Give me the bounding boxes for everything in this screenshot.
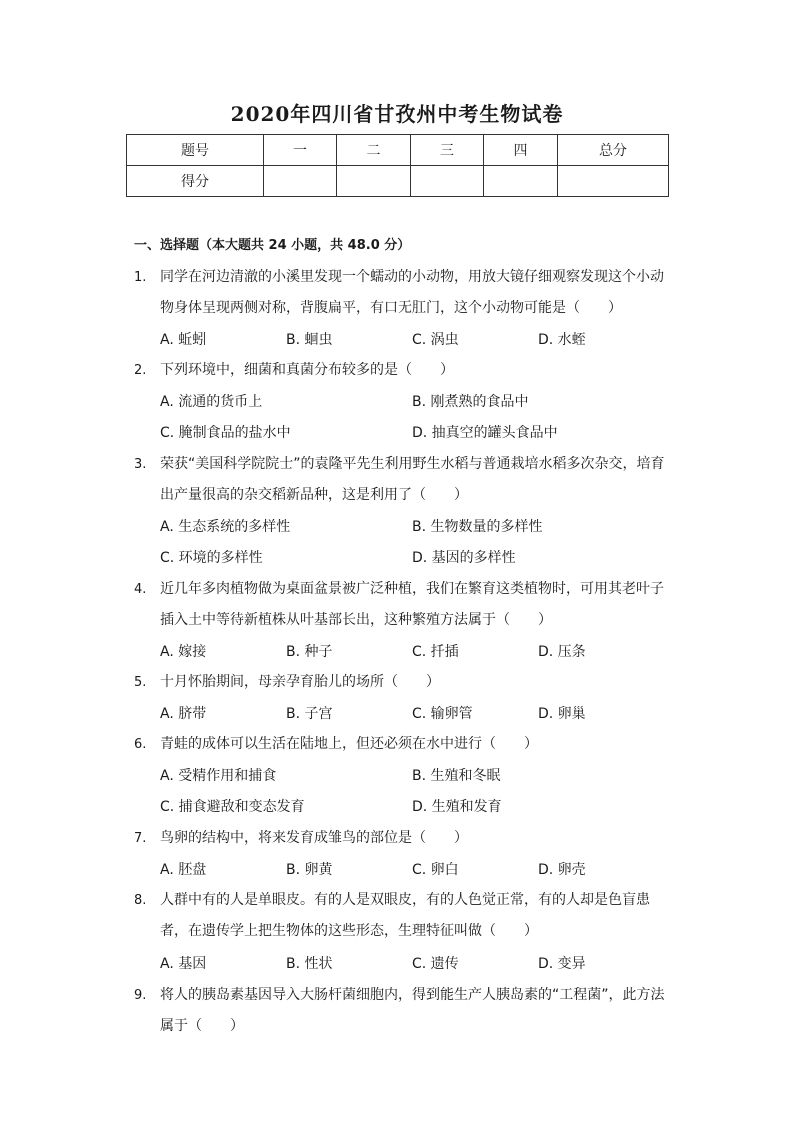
option-c[interactable]: C. 扦插 [412,644,459,660]
score-table-score-row [127,166,669,197]
option-c[interactable]: C. 输卵管 [412,706,473,722]
question-stem: 同学在河边清澈的小溪里发现一个蠕动的小动物，用放大镜仔细观察发现这个小动物身体呈现两侧对称，背腹扁平，有口无肛门，这个小动物可能是（ ） [160,269,664,316]
question-2 [134,355,674,386]
option-c[interactable]: C. 涡虫 [412,332,459,348]
question-number: 2. [134,363,147,378]
option-d[interactable]: D. 卵壳 [538,862,586,878]
question-stem: 将人的胰岛素基因导入大肠杆菌细胞内，得到能生产人胰岛素的“工程菌”，此方法属于（ ） [160,987,665,1034]
option-d[interactable]: D. 水蛭 [538,332,586,348]
header-cell: 题号 [127,135,264,166]
header-cell: 一 [264,135,337,166]
option-d[interactable]: D. 生殖和发育 [412,799,502,815]
question-9 [134,980,674,1042]
question-3 [134,449,674,511]
score-cell[interactable] [264,166,337,197]
option-d[interactable]: D. 卵巢 [538,706,586,722]
option-c[interactable]: C. 环境的多样性 [160,550,263,566]
question-stem: 下列环境中，细菌和真菌分布较多的是（ ） [160,362,454,378]
score-cell[interactable] [337,166,411,197]
header-cell: 二 [337,135,411,166]
option-a[interactable]: A. 蚯蚓 [160,332,207,348]
question-stem: 荣获“美国科学院院士”的袁隆平先生利用野生水稻与普通栽培水稻多次杂交，培育出产量很高的杂交稻新品种，这是利用了（ ） [160,456,665,503]
option-a[interactable]: A. 脐带 [160,706,207,722]
option-d[interactable]: D. 变异 [538,956,586,972]
option-b[interactable]: B. 种子 [286,644,333,660]
question-1 [134,262,674,324]
option-c[interactable]: C. 腌制食品的盐水中 [160,425,291,441]
option-a[interactable]: A. 流通的货币上 [160,394,263,410]
score-cell[interactable] [558,166,669,197]
option-d[interactable]: D. 压条 [538,644,586,660]
question-number: 5. [134,675,147,690]
score-cell[interactable] [411,166,484,197]
question-stem: 鸟卵的结构中，将来发育成雏鸟的部位是（ ） [160,830,468,846]
page-title: 2020年四川省甘孜州中考生物试卷 [230,102,564,126]
header-cell: 三 [411,135,484,166]
option-b[interactable]: B. 子宫 [286,706,333,722]
option-a[interactable]: A. 胚盘 [160,862,207,878]
question-5 [134,667,674,698]
option-b[interactable]: B. 刚煮熟的食品中 [412,394,529,410]
option-a[interactable]: A. 基因 [160,956,207,972]
option-a[interactable]: A. 生态系统的多样性 [160,519,291,535]
question-6 [134,729,674,760]
option-d[interactable]: D. 抽真空的罐头食品中 [412,425,558,441]
question-number: 8. [134,893,147,908]
question-number: 7. [134,831,147,846]
question-stem: 青蛙的成体可以生活在陆地上，但还必须在水中进行（ ） [160,736,538,752]
question-number: 6. [134,737,147,752]
question-stem: 近几年多肉植物做为桌面盆景被广泛种植，我们在繁育这类植物时，可用其老叶子插入土中等待新植株从叶基部长出，这种繁殖方法属于（ ） [160,581,664,628]
score-table [126,134,669,197]
question-number: 1. [134,270,147,285]
score-cell[interactable] [484,166,558,197]
question-number: 3. [134,457,147,472]
option-b[interactable]: B. 蛔虫 [286,332,333,348]
option-c[interactable]: C. 卵白 [412,862,459,878]
option-b[interactable]: B. 生殖和冬眠 [412,768,501,784]
option-a[interactable]: A. 嫁接 [160,644,207,660]
question-4 [134,574,674,636]
row-label: 得分 [127,166,264,197]
question-number: 4. [134,582,147,597]
score-table-header-row [127,135,669,166]
question-8 [134,885,674,947]
question-stem: 人群中有的人是单眼皮。有的人是双眼皮，有的人色觉正常，有的人却是色盲患者，在遗传学上把生物体的这些形态，生理特征叫做（ ） [160,892,650,939]
header-cell: 总分 [558,135,669,166]
question-7 [134,823,674,854]
option-c[interactable]: C. 捕食避敌和变态发育 [160,799,305,815]
option-b[interactable]: B. 卵黄 [286,862,333,878]
question-number: 9. [134,988,147,1003]
option-a[interactable]: A. 受精作用和捕食 [160,768,277,784]
header-cell: 四 [484,135,558,166]
section-heading: 一、选择题（本大题共 24 小题，共 48.0 分） [134,238,411,253]
option-b[interactable]: B. 生物数量的多样性 [412,519,543,535]
question-stem: 十月怀胎期间，母亲孕育胎儿的场所（ ） [160,674,440,690]
option-d[interactable]: D. 基因的多样性 [412,550,516,566]
option-b[interactable]: B. 性状 [286,956,333,972]
option-c[interactable]: C. 遗传 [412,956,459,972]
